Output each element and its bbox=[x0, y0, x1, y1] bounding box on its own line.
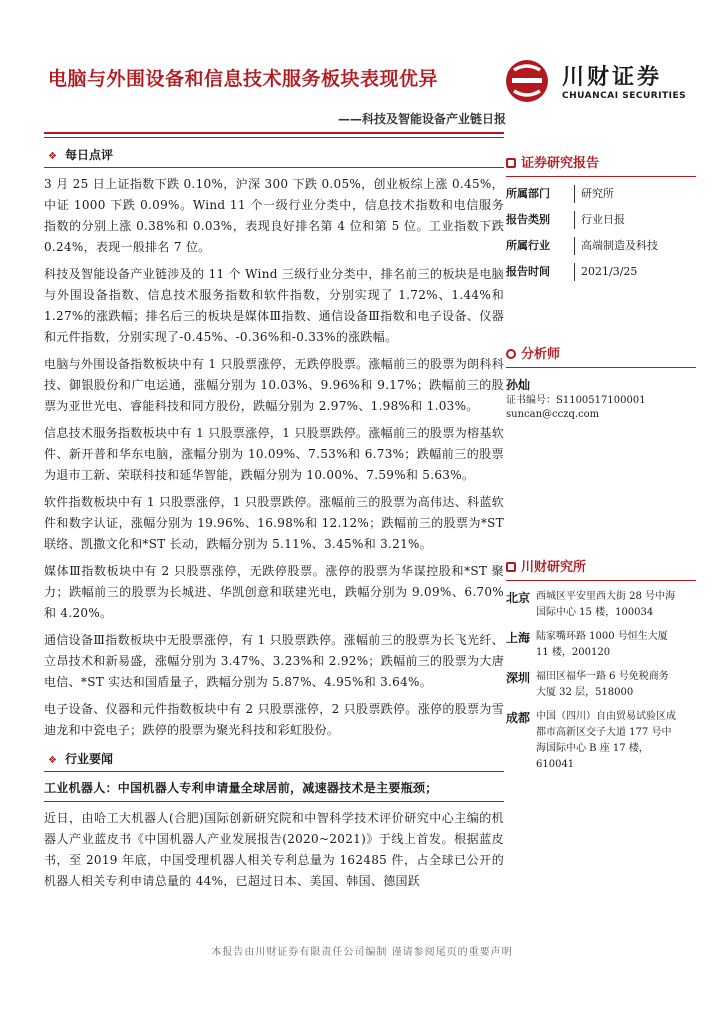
header-rule bbox=[44, 132, 504, 134]
report-icon bbox=[506, 158, 516, 168]
paragraph: 电子设备、仪器和元件指数板块中有 2 只股票涨停，2 只股票跌停。涨停的股票为雪迪龙和中瓷电子；跌停的股票为聚光科技和彩虹股份。 bbox=[44, 702, 504, 737]
office-address: 西城区平安里西大街 28 号中海国际中心 15 楼，100034 bbox=[536, 591, 676, 618]
main-column bbox=[44, 143, 504, 898]
analyst-name: 孙灿 bbox=[506, 378, 531, 392]
page-title: 电脑与外围设备和信息技术服务板块表现优异 bbox=[48, 68, 439, 90]
section-industry-news bbox=[44, 747, 504, 772]
office-address: 福田区福华一路 6 号免税商务大厦 32 层，518000 bbox=[536, 671, 669, 698]
institute-icon bbox=[506, 562, 516, 572]
meta-row-department bbox=[506, 185, 696, 203]
office-shenzhen bbox=[506, 669, 696, 701]
analyst-cert: 证书编号：S1100517100001 bbox=[506, 395, 646, 406]
office-city: 上海 bbox=[506, 631, 531, 645]
sidebar-institute-heading bbox=[506, 556, 696, 581]
meta-label: 所属部门 bbox=[506, 187, 550, 200]
page-subtitle: ——科技及智能设备产业链日报 bbox=[337, 112, 506, 126]
meta-value: 高端制造及科技 bbox=[574, 237, 691, 255]
analyst-icon bbox=[506, 349, 516, 359]
office-city: 深圳 bbox=[506, 671, 531, 685]
diamond-bullet-icon: ❖ bbox=[48, 755, 57, 766]
sidebar-heading-label: 证券研究报告 bbox=[521, 156, 600, 171]
office-shanghai bbox=[506, 629, 696, 661]
paragraph: 通信设备Ⅲ指数板块中无股票涨停，有 1 只股票跌停。涨幅前三的股票为长飞光纤、立昂技术和新易盛，涨幅分别为 3.47%、3.23%和 2.92%；跌幅前三的股票为大唐电信、*ST 实达和国盾量子，跌幅分别为 5.87%、4.95%和 3.64%。 bbox=[44, 633, 504, 689]
office-city: 成都 bbox=[506, 711, 531, 725]
section-title: 行业要闻 bbox=[64, 752, 113, 766]
sidebar-analyst-heading bbox=[506, 343, 696, 368]
analyst-email: suncan@cczq.com bbox=[506, 409, 600, 420]
meta-row-industry bbox=[506, 237, 696, 255]
paragraph: 信息技术服务指数板块中有 1 只股票涨停，1 只股票跌停。涨幅前三的股票为榕基软件、新开普和华东电脑，涨幅分别为 10.09%、7.53%和 6.73%；跌幅前三的股票为退市工新、荣联科技和延华智能，跌幅分别为 10.00%、7.59%和 5.63%。 bbox=[44, 426, 504, 482]
news-heading: 工业机器人：中国机器人专利申请量全球居前，减速器技术是主要瓶颈； bbox=[44, 778, 504, 802]
logo-name-cn: 川财证券 bbox=[562, 65, 663, 90]
paragraph: 软件指数板块中有 1 只股票涨停，1 只股票跌停。涨幅前三的股票为高伟达、科蓝软件和数字认证，涨幅分别为 19.96%、16.98%和 12.12%；跌幅前三的股票为*ST 联络、凯撒文化和*ST 长动，跌幅分别为 5.11%、3.45%和 3.21%。 bbox=[44, 495, 504, 551]
office-address: 陆家嘴环路 1000 号恒生大厦 11 楼，200120 bbox=[536, 631, 668, 658]
meta-label: 报告类别 bbox=[506, 213, 550, 226]
paragraph: 电脑与外围设备指数板块中有 1 只股票涨停，无跌停股票。涨幅前三的股票为朗科科技、御银股份和广电运通，涨幅分别为 10.03%、9.96%和 9.17%；跌幅前三的股票为亚世光电、睿能科技和同方股份，跌幅分别为 2.97%、1.98%和 1.03%。 bbox=[44, 357, 504, 413]
sidebar-heading-label: 川财研究所 bbox=[521, 560, 587, 575]
company-logo bbox=[504, 58, 687, 106]
paragraph: 科技及智能设备产业链涉及的 11 个 Wind 三级行业分类中，排名前三的板块是电脑与外围设备指数、信息技术服务指数和软件指数，分别实现了 1.72%、1.44%和 1.27%的涨跌幅；排名后三的板块是媒体Ⅲ指数、通信设备Ⅲ指数和电子设备、仪器和元件指数，分别实现了-0.45%、-0.36%和-0.33%的涨跌幅。 bbox=[44, 267, 504, 344]
paragraph: 3 月 25 日上证指数下跌 0.10%，沪深 300 下跌 0.05%，创业板综上涨 0.45%，中证 1000 下跌 0.09%。Wind 11 个一级行业分类中，信息技术指数和电信服务指数的分别上涨 0.38%和 0.03%，表现良好排名第 4 位和第 5 位。工业指数下跌 0.24%，表现一般排名 7 位。 bbox=[44, 177, 504, 254]
office-chengdu bbox=[506, 709, 696, 773]
logo-mark-icon bbox=[504, 58, 550, 104]
section-daily-comment bbox=[44, 143, 504, 168]
paragraph: 媒体Ⅲ指数板块中有 2 只股票涨停，无跌停股票。涨停的股票为华谋控股和*ST 聚力；跌幅前三的股票为长城进、华凯创意和联建光电，跌幅分别为 9.09%、6.70%和 4.20%。 bbox=[44, 564, 504, 620]
news-body: 近日，由哈工大机器人(合肥)国际创新研究院和中智科学技术评价研究中心主编的机器人产业蓝皮书《中国机器人产业发展报告(2020~2021)》于线上首发。根据蓝皮书，至 2019 年底，中国受理机器人相关专利总量为 162485 件，占全球已公开的机器人相关专利申请总量的 44%，已超过日本、美国、韩国、德国跃 bbox=[44, 811, 504, 888]
meta-row-date bbox=[506, 263, 696, 281]
sidebar bbox=[506, 152, 696, 781]
meta-value: 研究所 bbox=[574, 185, 691, 203]
sidebar-report-heading bbox=[506, 152, 696, 177]
diamond-bullet-icon: ❖ bbox=[48, 151, 57, 162]
sidebar-heading-label: 分析师 bbox=[521, 347, 561, 362]
page-footer: 本报告由川财证券有限责任公司编制 谨请参阅尾页的重要声明 bbox=[211, 947, 513, 958]
meta-label: 所属行业 bbox=[506, 239, 550, 252]
meta-row-category bbox=[506, 211, 696, 229]
office-beijing bbox=[506, 589, 696, 621]
logo-name-en: CHUANCAI SECURITIES bbox=[562, 91, 687, 101]
meta-value: 2021/3/25 bbox=[574, 263, 691, 281]
meta-value: 行业日报 bbox=[574, 211, 691, 229]
office-address: 中国（四川）自由贸易试验区成都市高新区交子大道 177 号中海国际中心 B 座 17 楼，610041 bbox=[536, 711, 676, 770]
office-city: 北京 bbox=[506, 591, 531, 605]
header-rule-thin bbox=[44, 137, 504, 138]
meta-label: 报告时间 bbox=[506, 265, 550, 278]
section-title: 每日点评 bbox=[64, 148, 113, 162]
